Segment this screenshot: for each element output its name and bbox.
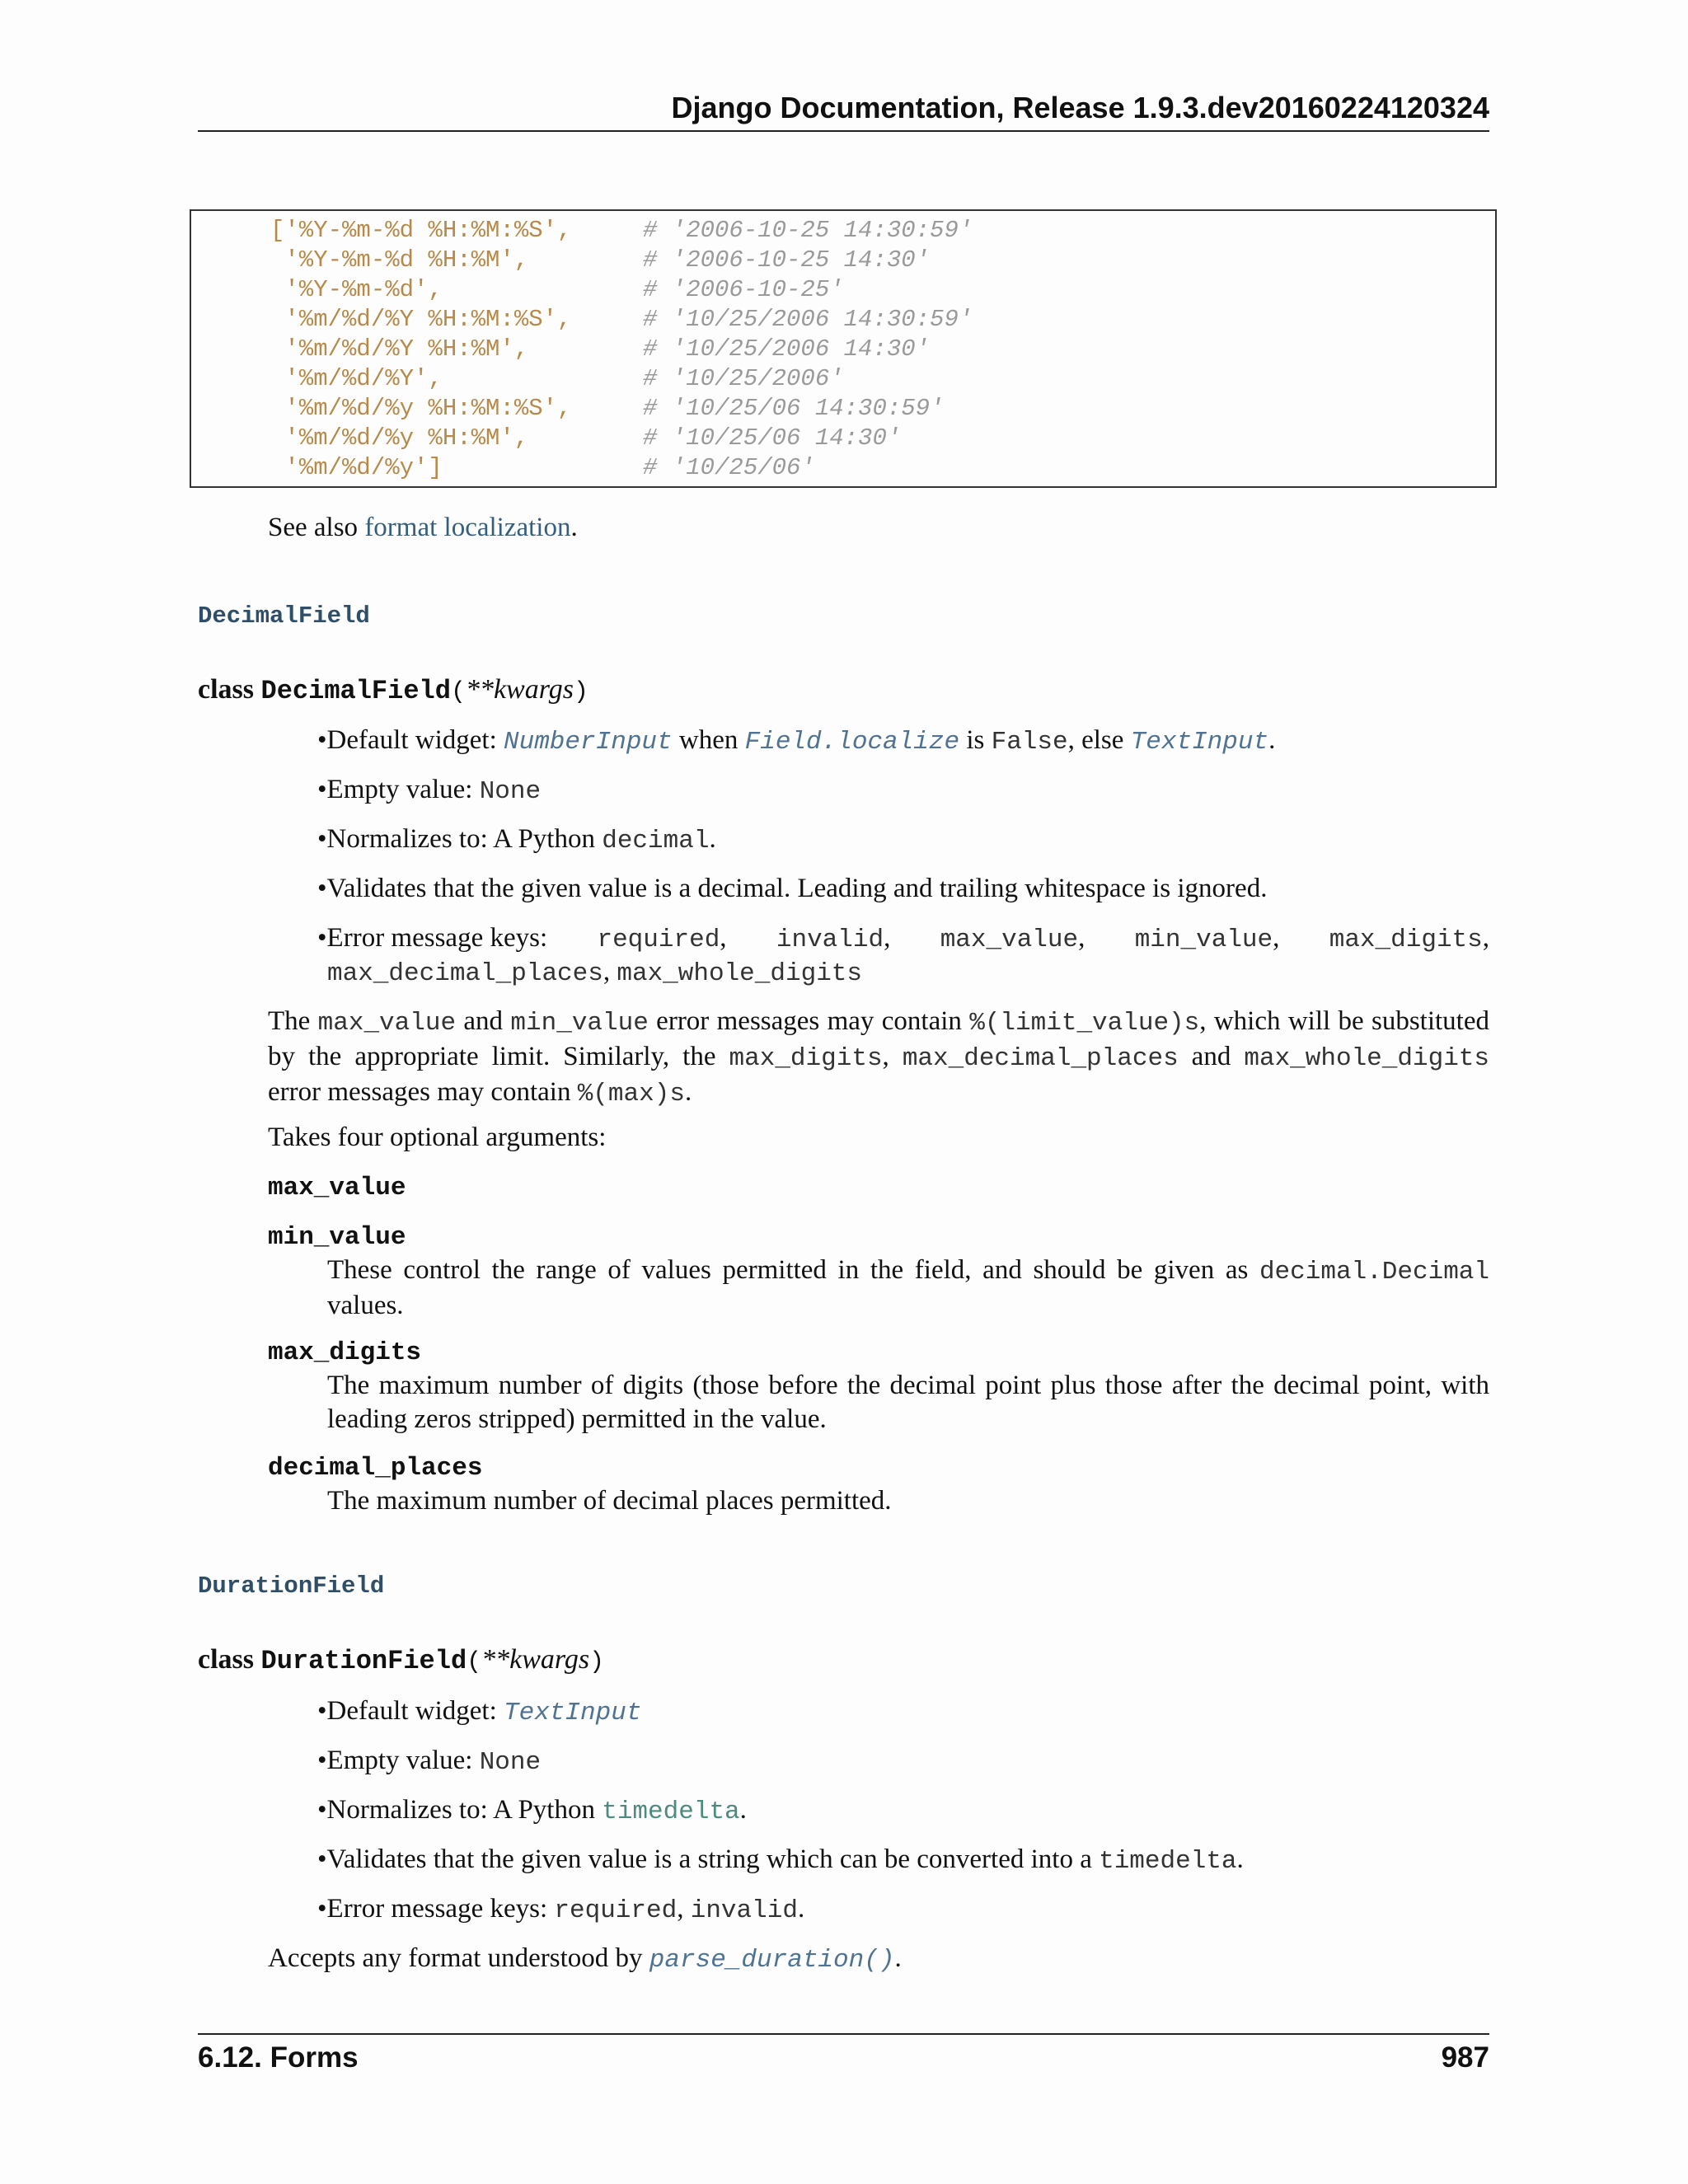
attribute-max-digits: max_digits xyxy=(268,1338,422,1367)
attribute-description: These control the range of values permitted in the field, and should be given as decimal.Decimal values. xyxy=(327,1255,1489,1320)
list-item: •Validates that the given value is a string which can be converted into a timedelta. xyxy=(317,1844,1244,1876)
textinput-link[interactable]: TextInput xyxy=(504,1699,642,1727)
code-comment: # '10/25/2006' xyxy=(643,365,844,392)
list-item: •Default widget: TextInput xyxy=(317,1696,642,1727)
code-line: '%m/%d/%y'] xyxy=(270,454,443,481)
format-localization-link[interactable]: format localization xyxy=(364,513,571,542)
code-comment: # '10/25/2006 14:30' xyxy=(643,335,931,363)
code-comment: # '10/25/06' xyxy=(643,454,815,481)
footer-rule xyxy=(198,2033,1489,2035)
field-localize-link[interactable]: Field.localize xyxy=(744,728,960,757)
numberinput-link[interactable]: NumberInput xyxy=(504,728,673,757)
footer-section: 6.12. Forms xyxy=(198,2041,359,2074)
code-line: '%m/%d/%y %H:%M:%S', xyxy=(270,395,572,422)
class-signature-durationfield: class DurationField(**kwargs) xyxy=(198,1644,605,1676)
code-line: '%m/%d/%Y %H:%M', xyxy=(270,335,529,363)
list-item: •Empty value: None xyxy=(317,775,542,806)
class-signature-decimalfield: class DecimalField(**kwargs) xyxy=(198,674,588,706)
code-comment: # '10/25/06 14:30:59' xyxy=(643,395,945,422)
paragraph-error-messages: The max_value and min_value error messages may contain %(limit_value)s, which will be substituted by the appropriate limit. Similarly, the max_digits, max_decimal_places and max_whole_digits error messages may contain %(max)s. xyxy=(268,1006,1490,1108)
takes-arguments-text: Takes four optional arguments: xyxy=(268,1122,607,1152)
code-comment: # '10/25/2006 14:30:59' xyxy=(643,306,973,333)
list-item-continuation: max_decimal_places, max_whole_digits xyxy=(327,957,863,988)
code-comment: # '2006-10-25 14:30:59' xyxy=(643,217,973,244)
code-comment: # '10/25/06 14:30' xyxy=(643,424,902,452)
code-line: '%Y-%m-%d', xyxy=(270,276,443,303)
running-header: Django Documentation, Release 1.9.3.dev20160224120324 xyxy=(671,91,1489,124)
attribute-decimal-places: decimal_places xyxy=(268,1454,483,1483)
code-line: '%m/%d/%Y', xyxy=(270,365,443,392)
parse-duration-link[interactable]: parse_duration() xyxy=(649,1946,895,1975)
code-line: '%Y-%m-%d %H:%M', xyxy=(270,246,529,274)
list-item: •Empty value: None xyxy=(317,1746,542,1777)
header-rule xyxy=(198,130,1489,132)
attribute-description: The maximum number of decimal places permitted. xyxy=(327,1486,892,1516)
page-number: 987 xyxy=(1441,2041,1489,2074)
code-line: '%m/%d/%Y %H:%M:%S', xyxy=(270,306,572,333)
section-heading-decimalfield[interactable]: DecimalField xyxy=(198,602,370,630)
list-item: •Error message keys: required, invalid, max_value, min_value, max_digits, xyxy=(317,923,1489,954)
code-line: '%m/%d/%y %H:%M', xyxy=(270,424,529,452)
see-also-text: See also format localization. xyxy=(268,513,578,542)
code-comment: # '2006-10-25' xyxy=(643,276,844,303)
timedelta-link[interactable]: timedelta xyxy=(602,1797,740,1826)
accepts-format-text: Accepts any format understood by parse_duration(). xyxy=(268,1943,902,1975)
textinput-link[interactable]: TextInput xyxy=(1130,728,1269,757)
section-heading-durationfield[interactable]: DurationField xyxy=(198,1572,385,1600)
attribute-min-value: min_value xyxy=(268,1223,406,1252)
list-item: •Validates that the given value is a decimal. Leading and trailing whitespace is ignored. xyxy=(317,874,1268,903)
code-comment: # '2006-10-25 14:30' xyxy=(643,246,931,274)
code-line: ['%Y-%m-%d %H:%M:%S', xyxy=(270,217,572,244)
list-item: •Error message keys: required, invalid. xyxy=(317,1894,805,1925)
code-block xyxy=(190,209,1497,488)
list-item: •Normalizes to: A Python decimal. xyxy=(317,824,716,855)
list-item: •Default widget: NumberInput when Field.localize is False, else TextInput. xyxy=(317,725,1276,757)
attribute-max-value: max_value xyxy=(268,1174,406,1202)
attribute-description: The maximum number of digits (those before the decimal point plus those after the decimal point, with leading zeros stripped) permitted in the value. xyxy=(327,1371,1489,1434)
list-item: •Normalizes to: A Python timedelta. xyxy=(317,1795,747,1826)
